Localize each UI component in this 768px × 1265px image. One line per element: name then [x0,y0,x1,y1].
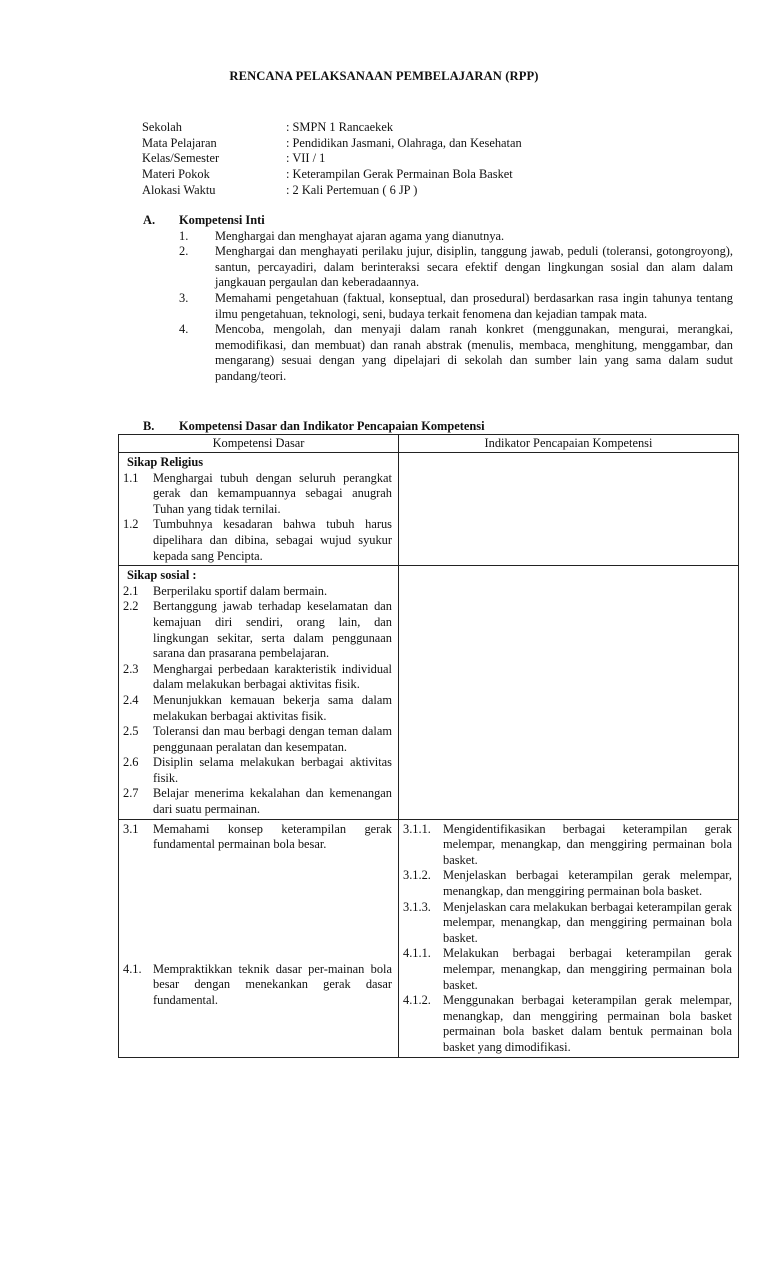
list-number: 2.1 [123,583,139,598]
list-text: Mengidentifikasikan berbagai keterampilan gerak melempar, menangkap, dan menggiring permainan bola basket. [443,821,732,867]
list-text: Menggunakan berbagai keterampilan gerak melempar, menangkap, dan menggiring permainan bola basket permainan bola basket dalam bentuk permainan bola basket yang dimodifikasi. [443,993,732,1054]
list-item [403,993,732,1055]
list-number: 2.3 [123,661,139,676]
meta-row-school [142,120,522,136]
list-text: Belajar menerima kekalahan dan kemenangan dari suatu permainan. [153,786,392,817]
group-heading: Sikap Religius [127,455,204,469]
table-header-row [119,435,739,453]
list-text: Mencoba, mengolah, dan menyaji dalam ranah konkret (menggunakan, mengurai, merangkai, memodifikasi, dan membuat) dan ranah abstrak (menulis, membaca, menghitung, menggambar, dan mengarang) sesuai dengan yang dipelajari di sekolah dan sumber lain yang sama dalam sudut pandang/teori. [215,322,733,383]
list-item [123,724,392,755]
list-text: Disiplin selama melakukan berbagai aktivitas fisik. [153,755,392,785]
section-letter: B. [143,419,155,433]
table-cell [399,819,739,1057]
list-number: 2. [179,244,189,259]
list-text: Melakukan berbagai berbagai keterampilan gerak melempar, menangkap, dan menggiring permainan bola basket. [443,946,732,992]
table-cell [119,566,399,820]
meta-row-topic [142,167,522,183]
list-number: 2.2 [123,599,139,614]
meta-label: Materi Pokok [142,167,210,182]
section-heading [143,419,485,435]
document-title: RENCANA PELAKSANAAN PEMBELAJARAN (RPP) [229,69,539,83]
list-number: 2.6 [123,755,139,770]
column-header: Kompetensi Dasar [119,435,399,453]
list-text: Menjelaskan cara melakukan berbagai keterampilan gerak melempar, menangkap, dan menggiring permainan bola basket. [443,899,732,945]
list-number: 3.1.2. [403,868,431,883]
list-number: 1. [179,228,189,243]
list-text: Menghargai perbedaan karakteristik individual dalam melakukan berbagai aktivitas fisik. [153,661,392,692]
list-number: 4.1.1. [403,946,431,961]
list-number: 3.1 [123,821,139,836]
list-text: Tumbuhnya kesadaran bahwa tubuh harus dipelihara dan dibina, sebagai wujud syukur kepada sang Pencipta. [153,517,392,563]
list-item [123,584,392,600]
list-text: Menjelaskan berbagai keterampilan gerak melempar, menangkap, dan menggiring permainan bola basket. [443,868,732,899]
list-text: Mempraktikkan teknik dasar per-mainan bola besar dengan menekankan gerak dasar fundamental. [153,961,392,1008]
list-text: Memahami konsep keterampilan gerak fundamental permainan bola besar. [153,821,392,852]
meta-row-time [142,183,522,199]
competency-table [118,434,739,1058]
meta-label: Kelas/Semester [142,151,220,166]
list-item [403,868,732,899]
section-kompetensi-inti [143,213,733,385]
list-item [403,822,732,869]
meta-value: : Keterampilan Gerak Permainan Bola Basket [286,167,513,182]
list-text: Menghargai tubuh dengan seluruh perangkat gerak dan kemampuannya sebagai anugrah Tuhan yang tidak ternilai. [153,470,392,516]
section-title: Kompetensi Inti [179,213,265,227]
list-number: 2.4 [123,692,139,707]
list-number: 3.1.3. [403,899,431,914]
list-item [123,517,392,564]
list-item [123,786,392,817]
table-cell [119,819,399,1057]
meta-row-class [142,151,522,167]
meta-value: : Pendidikan Jasmani, Olahraga, dan Kesehatan [286,135,522,150]
list-item [143,322,733,384]
list-item [143,291,733,322]
table-row [119,566,739,820]
list-item [403,946,732,993]
meta-value: : SMPN 1 Rancaekek [286,120,394,134]
list-item [123,693,392,724]
list-number: 1.2 [123,517,139,532]
meta-row-subject [142,136,522,152]
table-row [119,453,739,566]
list-item [123,962,392,1009]
list-number: 4. [179,322,189,337]
list-item [123,755,392,786]
list-number: 4.1.2. [403,993,431,1008]
list-item [123,599,392,661]
list-number: 3. [179,290,189,305]
section-kompetensi-dasar [143,419,485,435]
section-title: Kompetensi Dasar dan Indikator Pencapaian Kompetensi [179,419,485,433]
meta-label: Alokasi Waktu [142,182,216,197]
table-cell [119,453,399,566]
table-cell [399,566,739,820]
table-row [119,819,739,1057]
column-header: Indikator Pencapaian Kompetensi [399,435,739,453]
meta-value: : VII / 1 [286,151,326,166]
list-text: Menghargai dan menghayati perilaku jujur, disiplin, tanggung jawab, peduli (toleransi, gotongroyong), santun, percayadiri, dalam berinteraksi secara efektif dengan lingkungan sosial dan alam dalam jangkauan pergaulan dan keberadaannya. [215,244,733,290]
list-item [123,662,392,693]
meta-label: Sekolah [142,120,182,134]
list-text: Bertanggung jawab terhadap keselamatan dan kemajuan diri sendiri, orang lain, dan lingkungan sekitar, serta dalam penggunaan sarana dan prasarana pembelajaran. [153,599,392,661]
meta-value: : 2 Kali Pertemuan ( 6 JP ) [286,182,418,197]
list-number: 2.5 [123,724,139,739]
list-item [403,900,732,947]
list-number: 2.7 [123,786,139,801]
list-number: 1.1 [123,470,139,485]
group-heading: Sikap sosial : [127,568,197,583]
list-number: 4.1. [123,961,142,976]
identity-block [142,120,522,198]
list-text: Memahami pengetahuan (faktual, konseptual, dan prosedural) berdasarkan rasa ingin tahunya tentang ilmu pengetahuan, teknologi, seni, budaya terkait fenomena dan kejadian tampak mata. [215,290,733,321]
list-text: Berperilaku sportif dalam bermain. [153,583,328,598]
list-item [143,244,733,291]
list-number: 3.1.1. [403,821,431,836]
list-text: Toleransi dan mau berbagi dengan teman dalam penggunaan peralatan dan kesempatan. [153,724,392,754]
list-text: Menunjukkan kemauan bekerja sama dalam melakukan berbagai aktivitas fisik. [153,692,392,723]
list-item [123,822,392,853]
section-heading [143,213,733,229]
meta-label: Mata Pelajaran [142,135,217,150]
section-letter: A. [143,213,156,227]
list-text: Menghargai dan menghayat ajaran agama yang dianutnya. [215,228,505,243]
table-cell [399,453,739,566]
list-item [123,471,392,518]
list-item [143,229,733,245]
